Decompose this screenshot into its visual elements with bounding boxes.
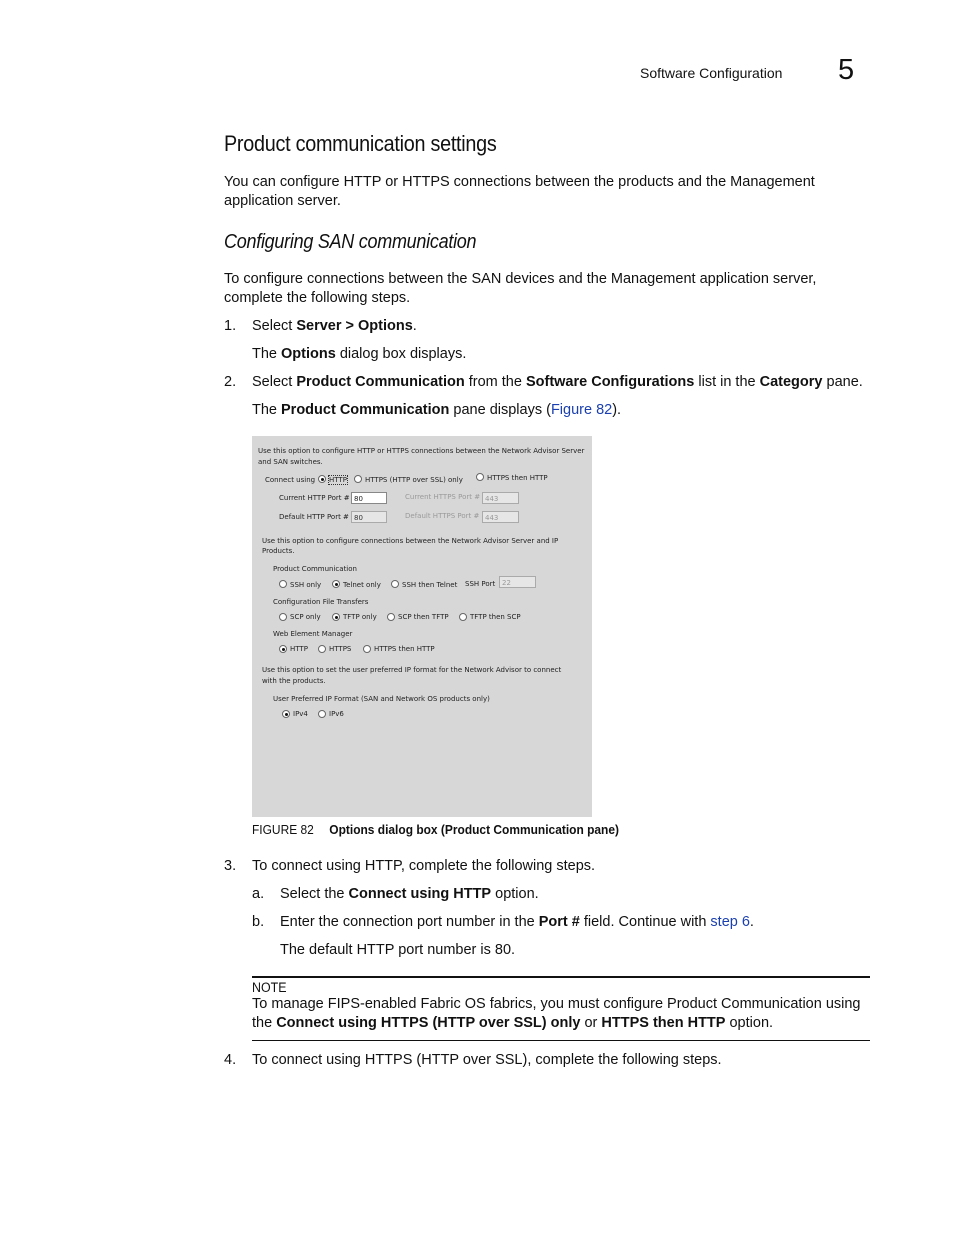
options-dialog-screenshot <box>252 436 592 817</box>
radio-wem-https-then-http[interactable] <box>363 645 371 653</box>
web-element-manager-label: Web Element Manager <box>273 630 353 638</box>
wem-http-label[interactable]: HTTP <box>290 645 308 653</box>
https-ssl-only-label[interactable]: HTTPS (HTTP over SSL) only <box>365 476 463 484</box>
desc-ip-line1: Use this option to configure connections between the Network Advisor Server and IP <box>262 537 559 545</box>
current-https-port-field[interactable]: 443 <box>482 492 519 504</box>
wem-https-then-http-label[interactable]: HTTPS then HTTP <box>374 645 435 653</box>
step-3-number: 3. <box>224 858 237 874</box>
step-3a-text: Select the Connect using HTTP option. <box>280 886 539 902</box>
step-2-number: 2. <box>224 374 237 390</box>
telnet-only-label[interactable]: Telnet only <box>343 581 381 589</box>
tftp-only-label[interactable]: TFTP only <box>343 613 377 621</box>
default-https-port-label: Default HTTPS Port # <box>405 512 480 520</box>
subsection-heading: Configuring SAN communication <box>224 231 477 253</box>
ipv4-label[interactable]: IPv4 <box>293 710 308 718</box>
radio-https-ssl-only[interactable] <box>354 475 362 483</box>
step-2-result: The Product Communication pane displays (Figure 82). <box>252 402 622 418</box>
step-4-text: To connect using HTTPS (HTTP over SSL), complete the following steps. <box>252 1052 722 1068</box>
default-https-port-field: 443 <box>482 511 519 523</box>
desc-http-line2: and SAN switches. <box>258 458 323 466</box>
step-4-number: 4. <box>224 1052 237 1068</box>
figure-caption-text: Options dialog box (Product Communication pane) <box>329 822 619 837</box>
current-https-port-label: Current HTTPS Port # <box>405 493 481 501</box>
section-heading: Product communication settings <box>224 131 497 156</box>
step-2-text: Select Product Communication from the Software Configurations list in the Category pane. <box>252 374 863 390</box>
radio-scp-only[interactable] <box>279 613 287 621</box>
radio-telnet-only[interactable] <box>332 580 340 588</box>
desc-ipformat-line1: Use this option to set the user preferred IP format for the Network Advisor to connect <box>262 666 562 674</box>
current-http-port-label: Current HTTP Port # <box>279 494 350 502</box>
step-3-text: To connect using HTTP, complete the following steps. <box>252 858 596 874</box>
figure-label: FIGURE 82 <box>252 822 314 837</box>
https-then-http-label[interactable]: HTTPS then HTTP <box>487 474 548 482</box>
step-1-result: The Options dialog box displays. <box>252 346 467 362</box>
ssh-then-telnet-label[interactable]: SSH then Telnet <box>402 581 458 589</box>
scp-then-tftp-label[interactable]: SCP then TFTP <box>398 613 449 621</box>
desc-ipformat-line2: with the products. <box>262 677 326 685</box>
step-3b-text: Enter the connection port number in the Port # field. Continue with step 6. <box>280 914 754 930</box>
desc-ip-line2: Products. <box>262 547 295 555</box>
connect-using-label: Connect using <box>265 476 316 484</box>
step-3b-result: The default HTTP port number is 80. <box>280 942 516 958</box>
wem-https-label[interactable]: HTTPS <box>329 645 352 653</box>
step-6-link[interactable]: step 6 <box>710 914 750 930</box>
figure-82-link[interactable]: Figure 82 <box>550 402 613 418</box>
note-text: To manage FIPS-enabled Fabric OS fabrics, you must configure Product Communication using the Connect using HTTPS (HTTP over SSL) only or HTTPS then HTTP option. <box>252 996 861 1031</box>
radio-ipv4[interactable] <box>282 710 290 718</box>
subsection-intro: To configure connections between the SAN devices and the Management application server, complete the following steps. <box>224 271 817 306</box>
scp-only-label[interactable]: SCP only <box>290 613 321 621</box>
default-http-port-field: 80 <box>351 511 387 523</box>
step-1-number: 1. <box>224 318 237 334</box>
radio-ipv6[interactable] <box>318 710 326 718</box>
note-bottom-rule <box>252 1040 870 1041</box>
radio-https-then-http[interactable] <box>476 473 484 481</box>
radio-ssh-only[interactable] <box>279 580 287 588</box>
note-label: NOTE <box>252 980 287 995</box>
note-top-rule <box>252 976 870 978</box>
default-http-port-label: Default HTTP Port # <box>279 513 349 521</box>
radio-wem-https[interactable] <box>318 645 326 653</box>
ipv6-label[interactable]: IPv6 <box>329 710 344 718</box>
product-communication-label: Product Communication <box>273 565 357 573</box>
chapter-number: 5 <box>838 54 855 86</box>
running-header-title: Software Configuration <box>640 65 783 81</box>
config-file-transfers-label: Configuration File Transfers <box>273 598 369 606</box>
radio-tftp-only[interactable] <box>332 613 340 621</box>
ip-format-label: User Preferred IP Format (SAN and Network OS products only) <box>273 695 490 703</box>
step-1-text: Select Server > Options. <box>252 318 417 334</box>
radio-wem-http[interactable] <box>279 645 287 653</box>
intro-paragraph: You can configure HTTP or HTTPS connections between the products and the Management application server. <box>224 174 815 209</box>
radio-tftp-then-scp[interactable] <box>459 613 467 621</box>
current-http-port-field[interactable]: 80 <box>351 492 387 504</box>
desc-http-line1: Use this option to configure HTTP or HTTPS connections between the Network Advisor Server <box>258 447 585 455</box>
radio-http[interactable] <box>318 475 326 483</box>
ssh-port-field[interactable]: 22 <box>499 576 536 588</box>
tftp-then-scp-label[interactable]: TFTP then SCP <box>470 613 521 621</box>
ssh-only-label[interactable]: SSH only <box>290 581 322 589</box>
ssh-port-label: SSH Port <box>465 580 496 588</box>
figure-caption <box>252 822 619 837</box>
step-3a-number: a. <box>252 886 265 902</box>
step-3b-number: b. <box>252 914 265 930</box>
radio-scp-then-tftp[interactable] <box>387 613 395 621</box>
radio-ssh-then-telnet[interactable] <box>391 580 399 588</box>
http-option-label[interactable]: HTTP <box>329 476 347 484</box>
